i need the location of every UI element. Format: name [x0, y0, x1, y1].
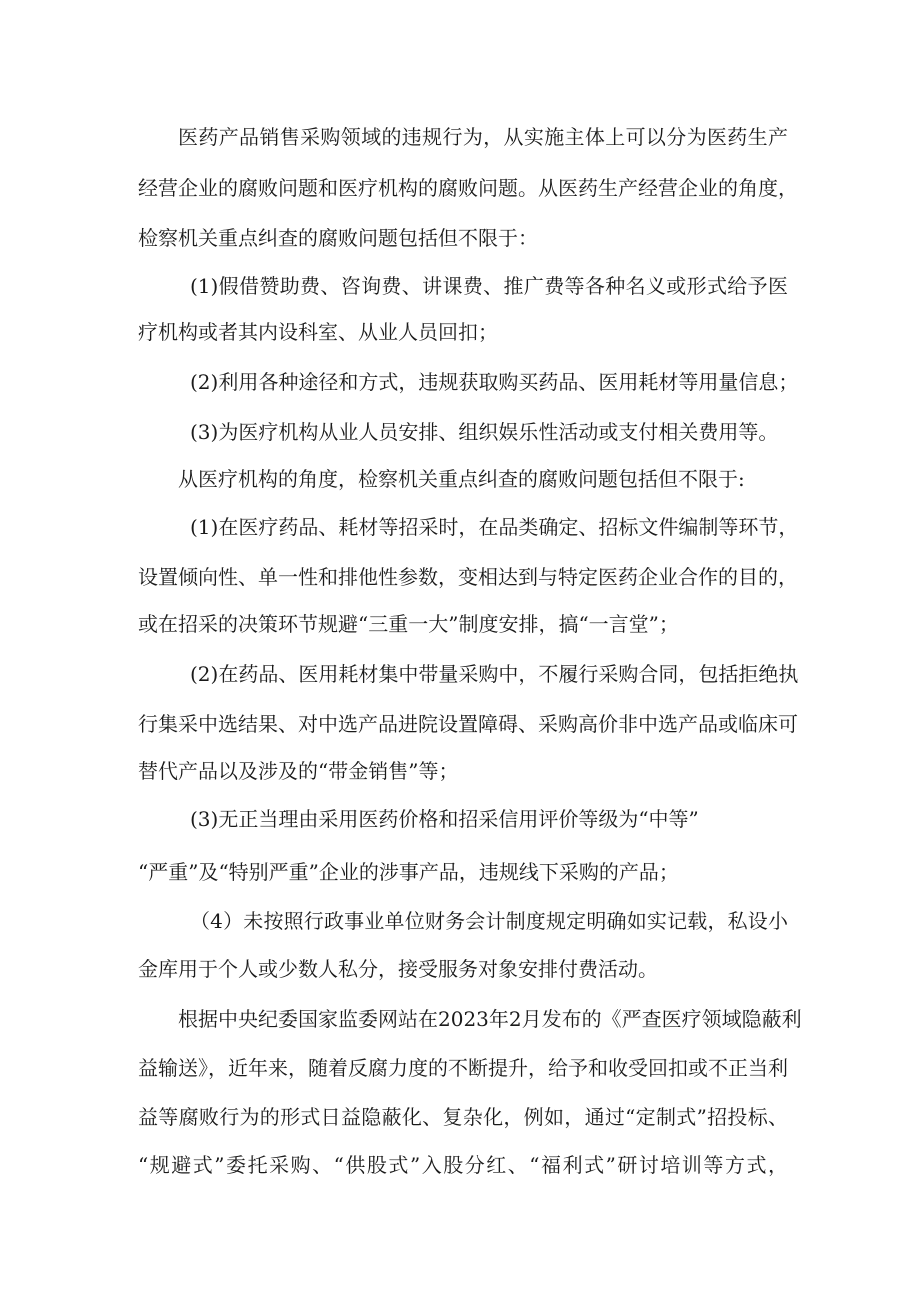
text-line: 经营企业的腐败问题和医疗机构的腐败问题。从医药生产经营企业的角度， [138, 176, 798, 200]
text-line: (1)在医疗药品、耗材等招采时，在品类确定、招标文件编制等环节， [190, 515, 799, 539]
text-line: (1)假借赞助费、咨询费、讲课费、推广费等各种名义或形式给予医 [190, 274, 788, 298]
text-line: 益等腐败行为的形式日益隐蔽化、复杂化，例如，通过“定制式”招投标、 [138, 1105, 788, 1129]
text-line: 设置倾向性、单一性和排他性参数，变相达到与特定医药企业合作的目的， [138, 565, 798, 589]
text-line: 根据中央纪委国家监委网站在2023年2月发布的《严查医疗领域隐蔽利 [178, 1007, 802, 1031]
text-line: 医药产品销售采购领域的违规行为，从实施主体上可以分为医药生产 [178, 125, 788, 149]
text-line: (2)利用各种途径和方式，违规获取购买药品、医用耗材等用量信息； [190, 370, 799, 394]
text-line: (2)在药品、医用耗材集中带量采购中，不履行采购合同，包括拒绝执 [190, 662, 799, 686]
text-line: 金库用于个人或少数人私分，接受服务对象安排付费活动。 [138, 957, 658, 981]
text-line: 疗机构或者其内设科室、从业人员回扣； [138, 320, 498, 344]
text-line: 替代产品以及涉及的“带金销售”等； [138, 759, 459, 783]
text-line: 益输送》，近年来，随着反腐力度的不断提升，给予和收受回扣或不正当利 [138, 1056, 788, 1080]
text-line: “规避式”委托采购、“供股式”入股分红、“福利式”研讨培训等方式， [138, 1153, 788, 1177]
text-line: (3)为医疗机构从业人员安排、组织娱乐性活动或支付相关费用等。 [190, 420, 779, 444]
text-line: 从医疗机构的角度，检察机关重点纠查的腐败问题包括但不限于: [178, 467, 745, 491]
text-line: 检察机关重点纠查的腐败问题包括但不限于： [138, 226, 538, 250]
text-line: 或在招采的决策环节规避“三重一大”制度安排，搞“一言堂”； [138, 612, 679, 636]
text-line: (3)无正当理由采用医药价格和招采信用评价等级为“中等” [190, 807, 699, 831]
text-line: 行集采中选结果、对中选产品进院设置障碍、采购高价非中选产品或临床可 [138, 712, 798, 736]
text-line: “严重”及“特别严重”企业的涉事产品，违规线下采购的产品； [138, 860, 679, 884]
text-line: （4）未按照行政事业单位财务会计制度规定明确如实记载，私设小 [190, 909, 788, 933]
